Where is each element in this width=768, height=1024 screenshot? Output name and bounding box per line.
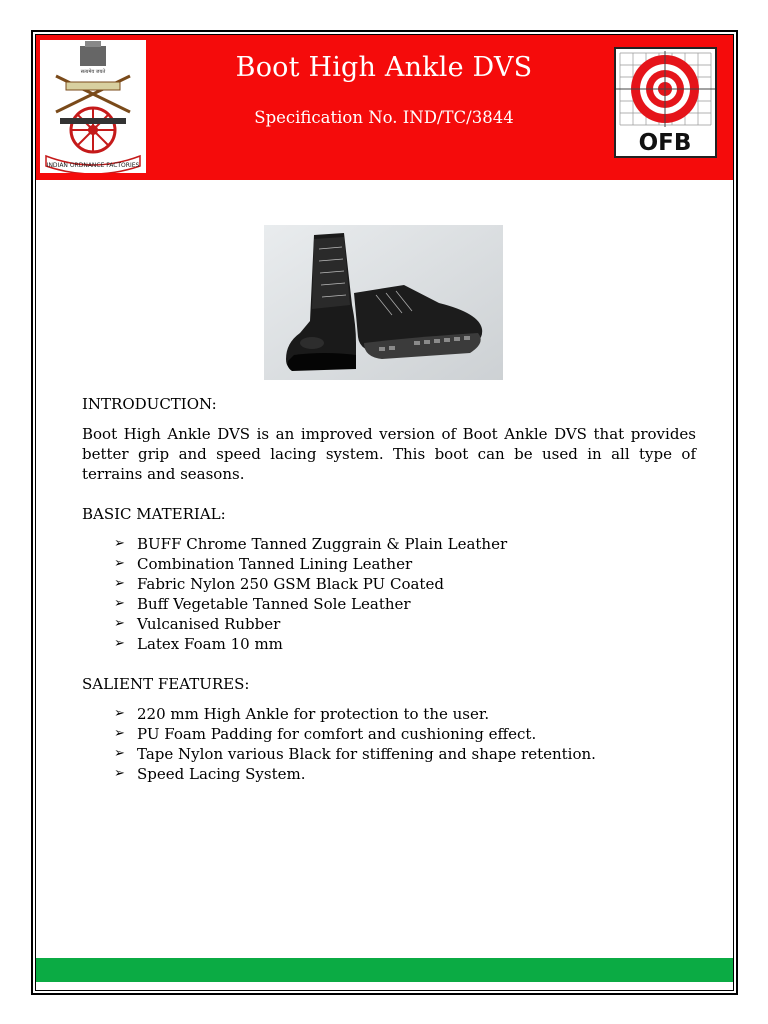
arrow-bullet-icon: ➢	[114, 706, 125, 721]
list-item: ➢ Tape Nylon various Black for stiffening and shape retention.	[114, 745, 596, 763]
salient-features-list	[114, 704, 596, 784]
introduction-text: Boot High Ankle DVS is an improved version of Boot Ankle DVS that provides better grip and speed lacing system. This boot can be used in all type of terrains and seasons.	[82, 425, 696, 483]
arrow-bullet-icon: ➢	[114, 746, 125, 761]
document-title: Boot High Ankle DVS	[235, 52, 533, 83]
list-item: ➢ Combination Tanned Lining Leather	[114, 555, 413, 573]
list-item: ➢ BUFF Chrome Tanned Zuggrain & Plain Leather	[114, 535, 508, 553]
basic-material-heading: BASIC MATERIAL:	[82, 505, 226, 523]
list-item: ➢ 220 mm High Ankle for protection to the user.	[114, 705, 490, 723]
list-item: ➢ PU Foam Padding for comfort and cushioning effect.	[114, 725, 537, 743]
arrow-bullet-icon: ➢	[114, 536, 125, 551]
list-item: ➢ Vulcanised Rubber	[114, 615, 281, 633]
arrow-bullet-icon: ➢	[114, 726, 125, 741]
list-item: ➢ Latex Foam 10 mm	[114, 635, 283, 653]
svg-text:INDIAN ORDNANCE FACTORIES: INDIAN ORDNANCE FACTORIES	[46, 162, 140, 169]
header-banner	[36, 35, 733, 180]
introduction-heading: INTRODUCTION:	[82, 395, 217, 413]
arrow-bullet-icon: ➢	[114, 596, 125, 611]
arrow-bullet-icon: ➢	[114, 616, 125, 631]
svg-text:OFB: OFB	[638, 130, 692, 156]
list-item: ➢ Buff Vegetable Tanned Sole Leather	[114, 595, 411, 613]
svg-text:सत्यमेव जयते: सत्यमेव जयते	[80, 69, 106, 75]
list-item: ➢ Fabric Nylon 250 GSM Black PU Coated	[114, 575, 444, 593]
indian-ordnance-factories-logo	[40, 40, 146, 173]
basic-material-list	[114, 534, 507, 654]
arrow-bullet-icon: ➢	[114, 556, 125, 571]
salient-features-heading: SALIENT FEATURES:	[82, 675, 250, 693]
specification-number: Specification No. IND/TC/3844	[254, 108, 514, 127]
arrow-bullet-icon: ➢	[114, 636, 125, 651]
arrow-bullet-icon: ➢	[114, 576, 125, 591]
boot-photo	[264, 225, 503, 380]
arrow-bullet-icon: ➢	[114, 766, 125, 781]
ofb-logo	[614, 47, 717, 158]
list-item: ➢ Speed Lacing System.	[114, 765, 306, 783]
footer-bar	[36, 958, 733, 982]
